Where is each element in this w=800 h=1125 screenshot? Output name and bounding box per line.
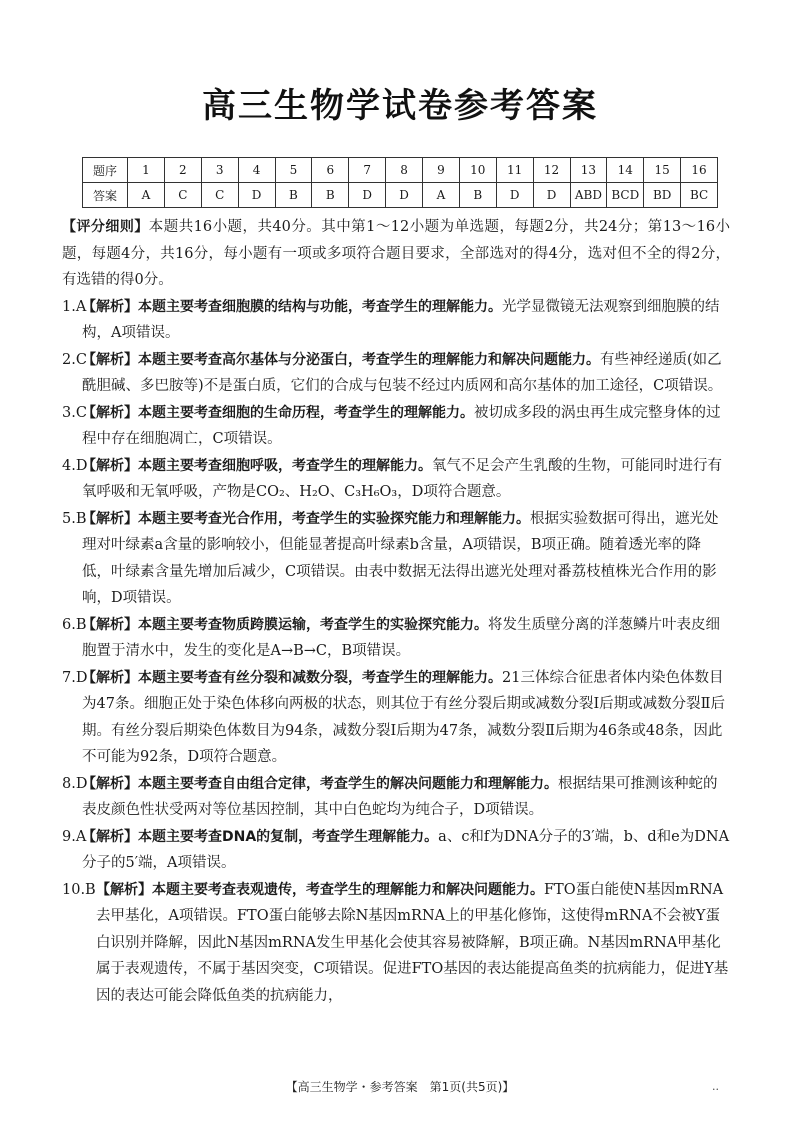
item-summary: 本题主要考查自由组合定律，考查学生的解决问题能力和理解能力。 [138,775,558,792]
question-number-cell: 6 [312,158,349,183]
item-summary: 本题主要考查光合作用，考查学生的实验探究能力和理解能力。 [138,510,530,527]
item-text: a、c和f为DNA分子的3′端，b、d和e为DNA分子的5′端，A项错误。 [82,828,730,871]
item-number: 9.A [62,828,87,845]
question-number-cell: 16 [681,158,718,183]
item-summary: 本题主要考查细胞呼吸，考查学生的理解能力。 [138,457,432,474]
item-summary: 本题主要考查物质跨膜运输，考查学生的实验探究能力。 [138,616,488,633]
answer-cell: A [423,183,460,208]
question-number-cell: 7 [349,158,386,183]
item-number: 4.D [62,457,88,474]
item-text: 光学显微镜无法观察到细胞膜的结构，A项错误。 [82,298,720,341]
analysis-tag: 【解析】 [82,828,138,845]
analysis-tag: 【解析】 [82,775,138,792]
explanation-item [62,400,730,453]
item-summary: 本题主要考查表观遗传，考查学生的理解能力和解决问题能力。 [152,881,544,898]
explanation-item [62,665,730,771]
answer-table-answer-label: 答案 [83,183,128,208]
item-text: 21三体综合征患者体内染色体数目为47条。细胞正处于染色体移向两极的状态，则其位于有丝分裂后期或减数分裂Ⅰ后期或减数分裂Ⅱ后期。有丝分裂后期染色体数目为94条，减数分裂Ⅰ后期为47条，减数分裂Ⅱ后期为46条或48条，因此不可能为92条，D项符合题意。 [82,669,726,765]
scoring-tag: 【评分细则】 [62,219,149,235]
question-number-cell: 3 [201,158,238,183]
scoring-text: 本题共16小题，共40分。其中第1～12小题为单选题，每题2分，共24分；第13～16小题，每题4分，共16分，每小题有一项或多项符合题目要求，全部选对的得4分，选对但不全的得2分，有选错的得0分。 [62,219,731,288]
analysis-tag: 【解析】 [96,881,152,898]
item-summary: 本题主要考查细胞的生命历程，考查学生的理解能力。 [138,404,474,421]
answer-cell: C [164,183,201,208]
answer-cell: D [533,183,570,208]
question-number-cell: 1 [128,158,165,183]
item-number: 2.C [62,351,87,368]
question-number-cell: 5 [275,158,312,183]
page-footer: 【高三生物学・参考答案 第1页(共5页)】 [285,1080,515,1094]
question-number-cell: 13 [570,158,607,183]
item-text: FTO蛋白能使N基因mRNA去甲基化，A项错误。FTO蛋白能够去除N基因mRNA上的甲基化修饰，这使得mRNA不会被Y蛋白识别并降解，因此N基因mRNA发生甲基化会使其容易被降解，B项正确。N基因mRNA甲基化属于表观遗传，不属于基因突变，C项错误。促进FTO基因的表达能提高鱼类的抗病能力，促进Y基因的表达可能会降低鱼类的抗病能力， [96,881,729,1004]
explanation-item [62,824,730,877]
item-summary: 本题主要考查有丝分裂和减数分裂，考查学生的理解能力。 [138,669,502,686]
answer-cell: B [275,183,312,208]
answer-table [82,157,718,208]
answer-cell: A [128,183,165,208]
analysis-tag: 【解析】 [82,669,138,686]
answer-cell: D [238,183,275,208]
answer-cell: BC [681,183,718,208]
explanation-item [62,877,730,1010]
item-number: 10.B [62,881,96,898]
item-text: 氧气不足会产生乳酸的生物，可能同时进行有氧呼吸和无氧呼吸，产物是CO₂、H₂O、C₃H₆O₃，D项符合题意。 [82,457,722,500]
analysis-tag: 【解析】 [82,351,138,368]
answer-table-number-label: 题序 [83,158,128,183]
answer-cell: ABD [570,183,607,208]
analysis-tag: 【解析】 [82,404,138,421]
item-number: 3.C [62,404,87,421]
item-summary: 本题主要考查细胞膜的结构与功能，考查学生的理解能力。 [138,298,502,315]
answer-cell: D [496,183,533,208]
item-text: 根据实验数据可得出，遮光处理对叶绿素a含量的影响较小，但能显著提高叶绿素b含量，A项错误，B项正确。随着透光率的降低，叶绿素含量先增加后减少，C项错误。由表中数据无法得出遮光处理对番荔枝植株光合作用的影响，D项错误。 [82,510,719,606]
explanation-item [62,506,730,612]
question-number-cell: 9 [423,158,460,183]
item-number: 1.A [62,298,87,315]
explanation-item [62,294,730,347]
question-number-cell: 15 [644,158,681,183]
scoring-rules [62,214,730,294]
question-number-cell: 10 [459,158,496,183]
answer-cell: BD [644,183,681,208]
question-number-cell: 14 [607,158,644,183]
question-number-cell: 4 [238,158,275,183]
answer-cell: D [386,183,423,208]
question-number-cell: 8 [386,158,423,183]
analysis-tag: 【解析】 [82,510,138,527]
item-text: 被切成多段的涡虫再生成完整身体的过程中存在细胞凋亡，C项错误。 [82,404,721,447]
answer-table-answer-row [83,183,718,208]
answer-cell: B [459,183,496,208]
explanation-item [62,347,730,400]
analysis-tag: 【解析】 [82,457,138,474]
item-number: 6.B [62,616,87,633]
item-number: 5.B [62,510,87,527]
item-summary: 本题主要考查DNA的复制，考查学生理解能力。 [138,828,439,845]
item-number: 7.D [62,669,88,686]
question-number-cell: 11 [496,158,533,183]
answer-cell: D [349,183,386,208]
item-text: 有些神经递质(如乙酰胆碱、多巴胺等)不是蛋白质，它们的合成与包装不经过内质网和高尔基体的加工途径，C项错误。 [82,351,723,394]
answer-explanations [62,214,730,1009]
question-number-cell: 2 [164,158,201,183]
explanation-item [62,453,730,506]
item-text: 根据结果可推测该种蛇的表皮颜色性状受两对等位基因控制，其中白色蛇均为纯合子，D项错误。 [82,775,718,818]
item-number: 8.D [62,775,88,792]
analysis-tag: 【解析】 [82,298,138,315]
answer-cell: B [312,183,349,208]
page-title: 高三生物学试卷参考答案 [202,86,598,126]
footer-mark: .. [712,1080,719,1093]
item-text: 将发生质壁分离的洋葱鳞片叶表皮细胞置于清水中，发生的变化是A→B→C，B项错误。 [82,616,720,659]
analysis-tag: 【解析】 [82,616,138,633]
answer-table-number-row [83,158,718,183]
answer-cell: C [201,183,238,208]
explanation-item [62,612,730,665]
item-summary: 本题主要考查高尔基体与分泌蛋白，考查学生的理解能力和解决问题能力。 [138,351,600,368]
answer-cell: BCD [607,183,644,208]
explanation-item [62,771,730,824]
question-number-cell: 12 [533,158,570,183]
